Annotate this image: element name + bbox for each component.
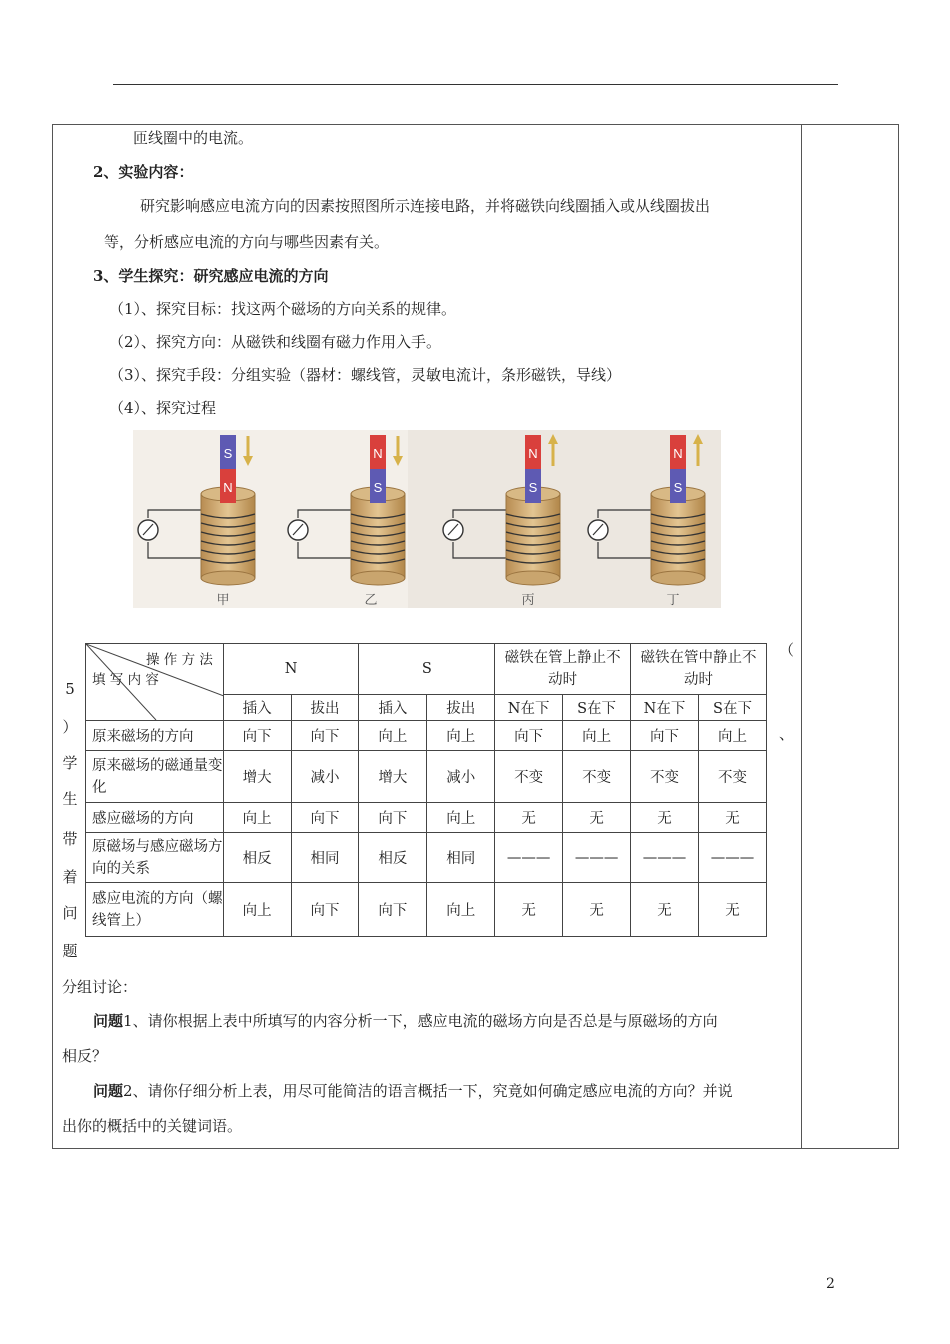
table-row	[86, 751, 767, 803]
experiment-figure	[133, 430, 721, 608]
item-4: （4）、探究过程	[109, 399, 217, 417]
solenoid-bottom	[506, 571, 560, 585]
arrow-head	[393, 456, 403, 466]
table-cell: 向下	[359, 883, 427, 937]
solenoid-bottom	[351, 571, 405, 585]
table-row	[86, 803, 767, 833]
circuit-wire	[298, 510, 353, 518]
table-cell: 减小	[291, 751, 359, 803]
table-cell: 向上	[223, 803, 291, 833]
table-cell: 减小	[427, 751, 495, 803]
table-cell: 向上	[427, 883, 495, 937]
question-2-line-2: 出你的概括中的关键词语。	[62, 1117, 243, 1135]
header-rule	[113, 84, 838, 85]
row-label: 感应电流的方向（螺线管上）	[86, 883, 224, 937]
subhead: N在下	[631, 694, 699, 720]
side-char: 问	[62, 904, 78, 922]
question-1-line-2: 相反？	[62, 1047, 108, 1065]
row-label: 感应磁场的方向	[86, 803, 224, 833]
magnet-pole-label: S	[373, 480, 383, 495]
subhead: N在下	[495, 694, 563, 720]
discussion-heading: 分组讨论：	[62, 978, 138, 996]
table-row	[86, 883, 767, 937]
fig-label-ding: 丁	[666, 593, 680, 608]
side-char: 5	[65, 680, 75, 698]
question-2-text: 、请你仔细分析上表，用尽可能简洁的语言概括一下，究竟如何确定感应电流的方向？并说	[132, 1082, 733, 1100]
frame-column-divider	[801, 124, 802, 1149]
table-cell: 向上	[698, 721, 766, 751]
table-cell: 无	[631, 803, 699, 833]
question-2-line-1	[93, 1081, 733, 1101]
table-cell: 向上	[563, 721, 631, 751]
table-cell: ———	[563, 833, 631, 883]
table-cell: ———	[495, 833, 563, 883]
question-1-label: 问题	[93, 1012, 124, 1030]
subhead: 插入	[223, 694, 291, 720]
item-1: （1）、探究目标：找这两个磁场的方向关系的规律。	[109, 300, 457, 318]
experiment-table	[85, 643, 767, 937]
table-cell: 不变	[698, 751, 766, 803]
table-cell: 增大	[223, 751, 291, 803]
table-cell: ———	[631, 833, 699, 883]
diag-header-bottom: 填 写 内 容	[92, 672, 159, 688]
section-2-paragraph-1: 研究影响感应电流方向的因素按照图所示连接电路，并将磁铁向线圈插入或从线圈拔出	[140, 197, 711, 215]
table-cell: 相同	[291, 833, 359, 883]
table-cell: 向下	[291, 721, 359, 751]
table-cell: 相反	[359, 833, 427, 883]
arrow-head	[243, 456, 253, 466]
table-cell: 相反	[223, 833, 291, 883]
magnet-pole-label: N	[528, 446, 538, 461]
group-header-n: N	[223, 644, 359, 695]
section-2-title: 2、实验内容：	[93, 163, 194, 181]
solenoid-bottom	[201, 571, 255, 585]
table-cell: 无	[698, 803, 766, 833]
question-1-text: 、请你根据上表中所填写的内容分析一下，感应电流的磁场方向是否总是与原磁场的方向	[132, 1012, 718, 1030]
side-char: ）	[62, 718, 78, 736]
magnet-pole-label: N	[223, 480, 233, 495]
side-char: 学	[62, 754, 78, 772]
table-cell: 向下	[495, 721, 563, 751]
question-2-number: 2	[123, 1082, 133, 1100]
fig-label-yi: 乙	[364, 593, 378, 608]
subhead: 拔出	[427, 694, 495, 720]
intro-line: 匝线圈中的电流。	[133, 129, 254, 147]
group-header-static-inside: 磁铁在管中静止不动时	[631, 644, 767, 695]
table-cell: 无	[563, 883, 631, 937]
row-label: 原磁场与感应磁场方向的关系	[86, 833, 224, 883]
diag-header-top: 操 作 方 法	[146, 652, 213, 668]
table-cell: ———	[698, 833, 766, 883]
table-cell: 向下	[359, 803, 427, 833]
table-cell: 无	[495, 803, 563, 833]
circuit-wire	[148, 510, 203, 518]
table-cell: 向上	[359, 721, 427, 751]
table-cell: 向上	[427, 721, 495, 751]
item-2: （2）、探究方向：从磁铁和线圈有磁力作用入手。	[109, 333, 442, 351]
experiment-illustration	[133, 430, 721, 608]
row-label: 原来磁场的方向	[86, 721, 224, 751]
subhead: 拔出	[291, 694, 359, 720]
table-cell: 相同	[427, 833, 495, 883]
magnet-pole-label: S	[528, 480, 538, 495]
table-cell: 无	[495, 883, 563, 937]
table-row	[86, 721, 767, 751]
question-1-line-1	[93, 1011, 718, 1031]
table-cell: 不变	[495, 751, 563, 803]
table-cell: 增大	[359, 751, 427, 803]
side-char: 着	[62, 868, 78, 886]
table-cell: 无	[563, 803, 631, 833]
group-header-static-top: 磁铁在管上静止不动时	[495, 644, 631, 695]
table-cell: 向下	[291, 883, 359, 937]
section-3-title: 3、学生探究：研究感应电流的方向	[93, 267, 329, 285]
page-number: 2	[826, 1276, 835, 1292]
table-cell: 向下	[631, 721, 699, 751]
table-cell: 无	[698, 883, 766, 937]
side-char: 题	[62, 942, 78, 960]
group-header-s: S	[359, 644, 495, 695]
circuit-wire	[298, 542, 353, 558]
table-cell: 向下	[291, 803, 359, 833]
side-char: 生	[62, 790, 78, 808]
subhead: 插入	[359, 694, 427, 720]
magnet-pole-label: S	[673, 480, 683, 495]
section-2-paragraph-2: 等，分析感应电流的方向与哪些因素有关。	[104, 233, 390, 251]
table-cell: 向上	[427, 803, 495, 833]
table-cell: 向上	[223, 883, 291, 937]
right-mark-comma: 、	[779, 725, 795, 743]
table-cell: 向下	[223, 721, 291, 751]
magnet-pole-label: N	[673, 446, 683, 461]
circuit-wire	[148, 542, 203, 558]
question-2-label: 问题	[93, 1082, 124, 1100]
fig-label-jia: 甲	[216, 593, 230, 608]
table-cell: 不变	[563, 751, 631, 803]
item-3: （3）、探究手段：分组实验（器材：螺线管，灵敏电流计，条形磁铁，导线）	[109, 366, 622, 384]
right-mark-paren: （	[779, 641, 795, 659]
subhead: S在下	[698, 694, 766, 720]
side-char: 带	[62, 830, 78, 848]
diagonal-header-cell	[86, 644, 224, 721]
table-cell: 不变	[631, 751, 699, 803]
solenoid-bottom	[651, 571, 705, 585]
row-label: 原来磁场的磁通量变化	[86, 751, 224, 803]
magnet-pole-label: S	[223, 446, 233, 461]
table-cell: 无	[631, 883, 699, 937]
question-1-number: 1	[123, 1012, 133, 1030]
table-row	[86, 833, 767, 883]
subhead: S在下	[563, 694, 631, 720]
magnet-pole-label: N	[373, 446, 383, 461]
fig-label-bing: 丙	[521, 593, 535, 608]
